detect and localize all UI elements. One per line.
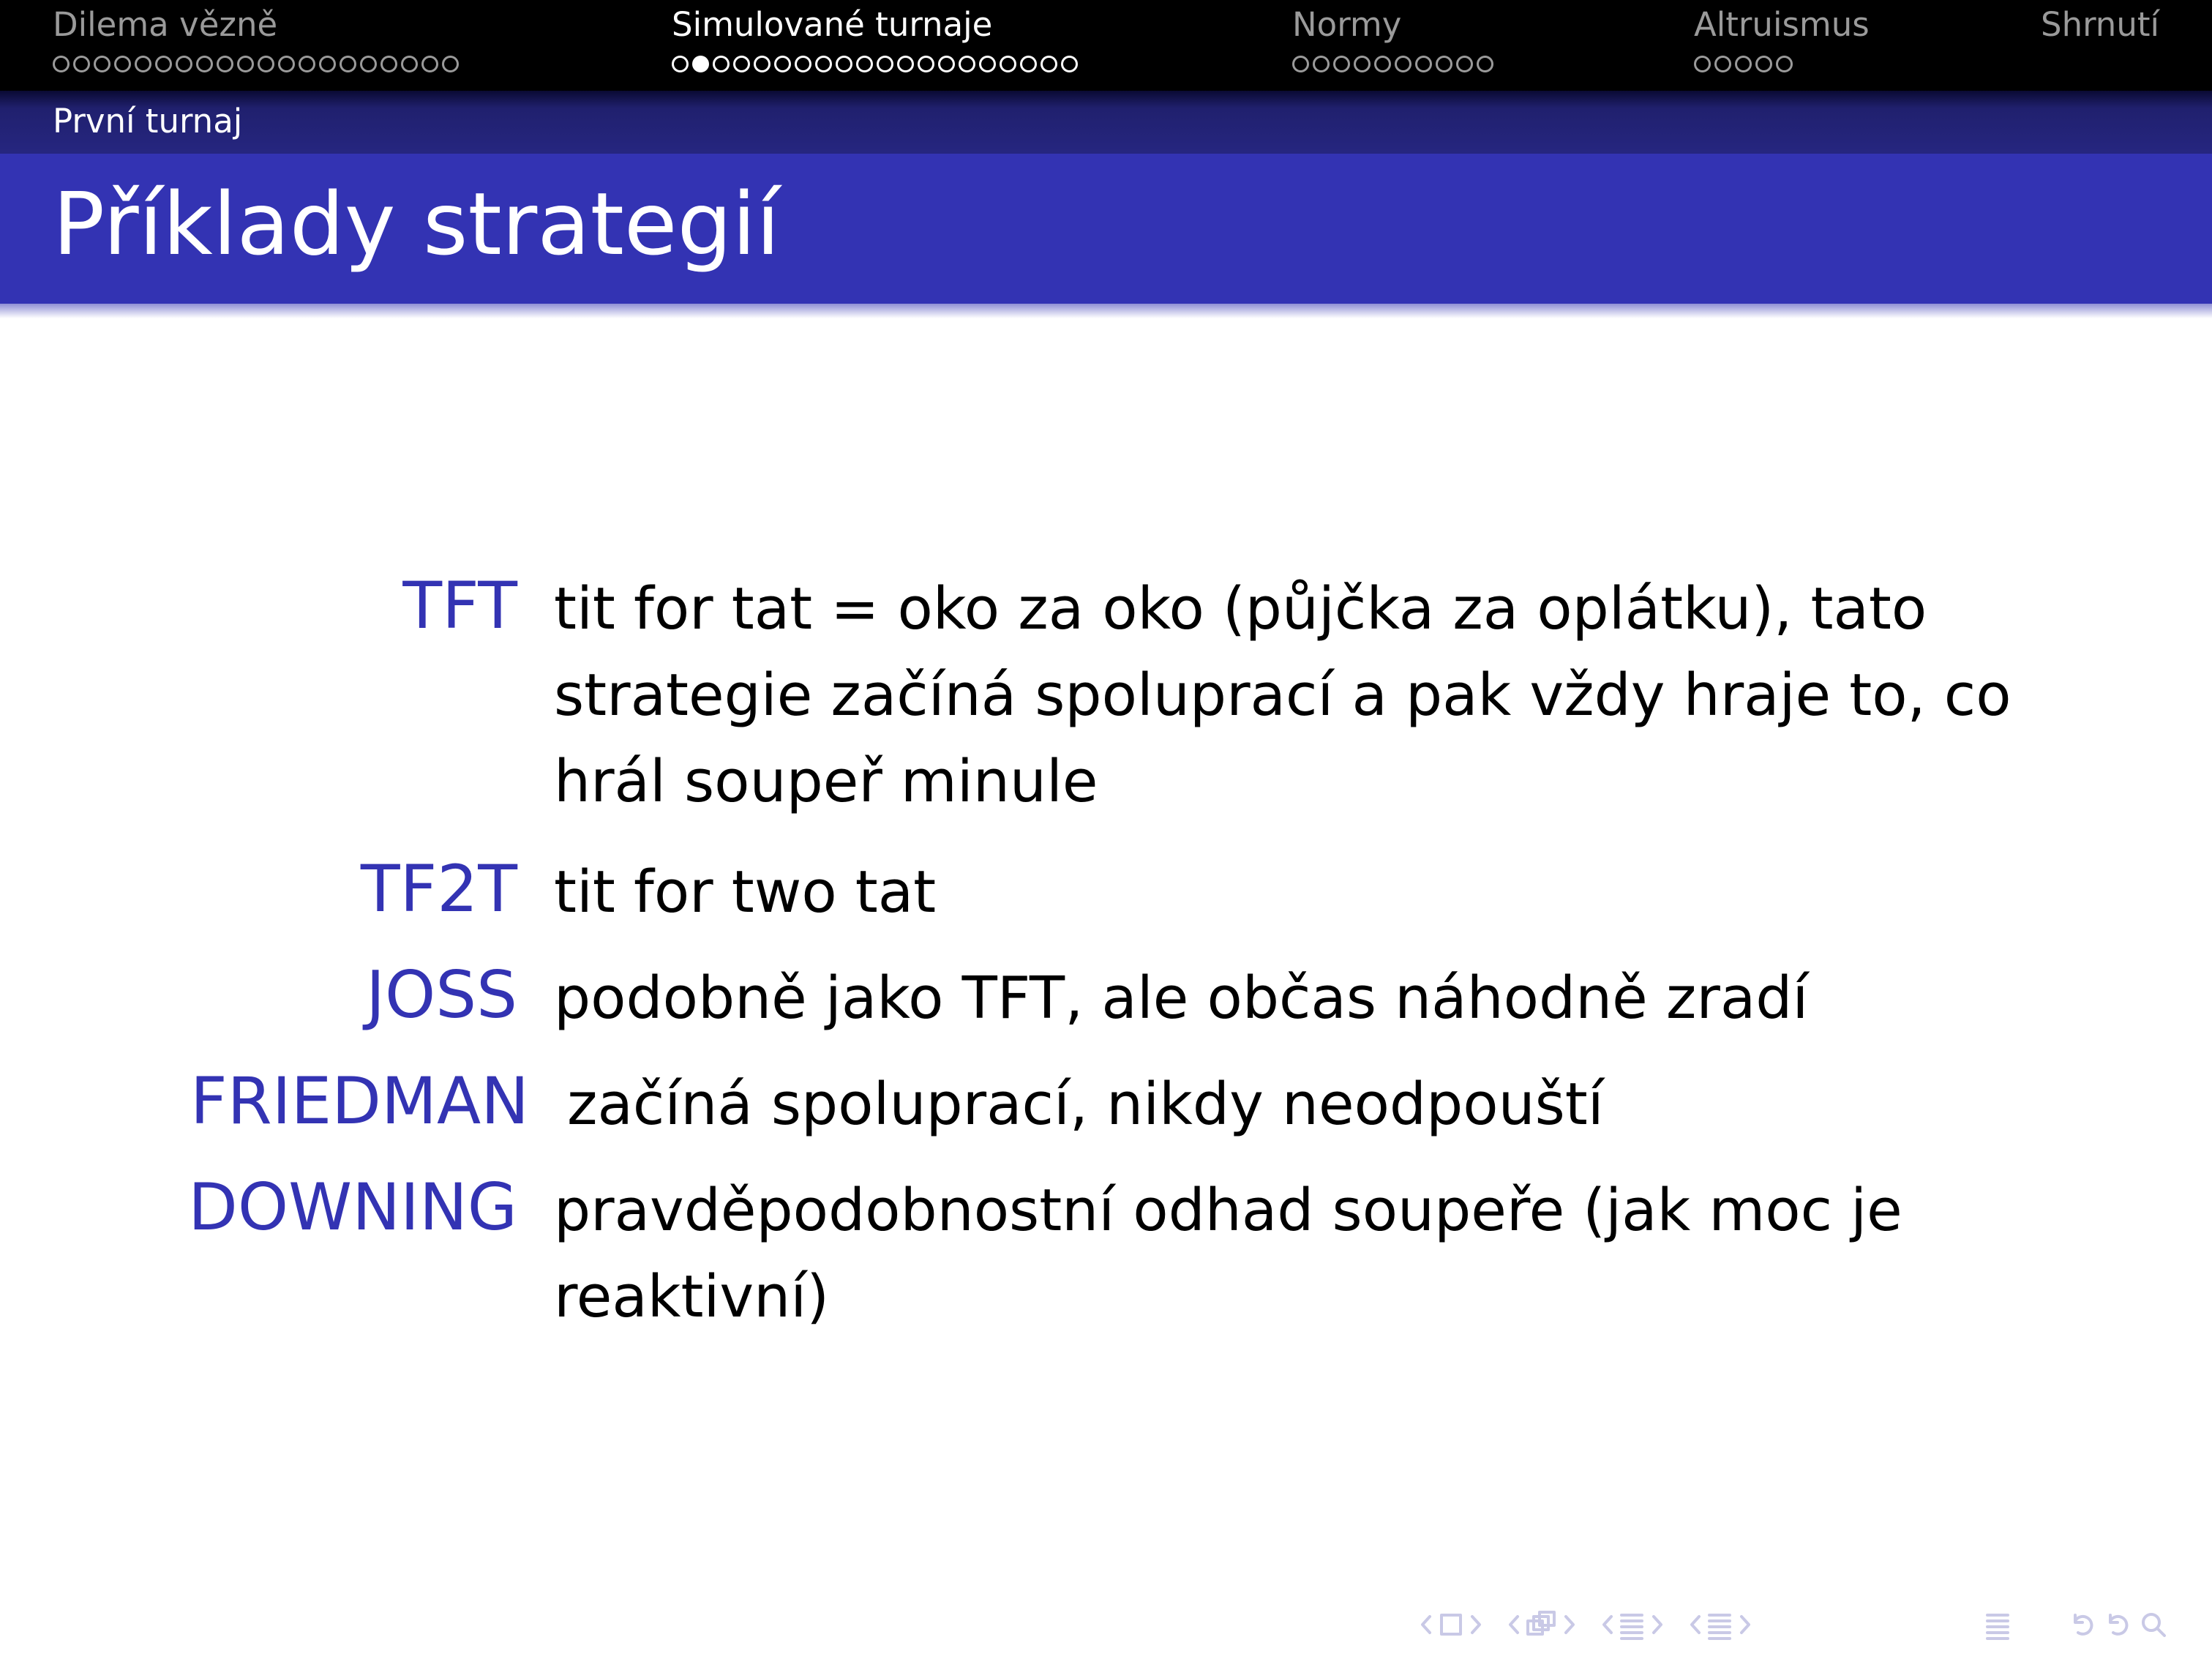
strategy-desc-line: strategie začíná spoluprací a pak vždy hraje to, co	[554, 662, 2012, 729]
back-icon[interactable]	[2110, 1615, 2126, 1634]
nav-section-title[interactable]: Shrnutí	[2041, 5, 2159, 44]
nav-section-title[interactable]: Altruismus	[1694, 5, 1870, 44]
strategy-desc-line: pravděpodobnostní odhad soupeře (jak moc je	[554, 1177, 1902, 1244]
arrow-right-icon	[1472, 1617, 1480, 1633]
arrow-right-icon	[1654, 1617, 1661, 1633]
strategy-term-friedman: FRIEDMAN	[190, 1063, 529, 1139]
prev-frame-button[interactable]	[1422, 1617, 1430, 1633]
document-section-icon[interactable]	[1709, 1615, 1730, 1639]
arrow-right-icon	[1566, 1617, 1573, 1633]
strategy-term-downing: DOWNING	[188, 1169, 517, 1245]
nav-section-title[interactable]: Simulované turnaje	[672, 5, 993, 44]
strategy-term-tft: TFT	[402, 568, 517, 643]
next-frame-button[interactable]	[1472, 1617, 1480, 1633]
section-icon[interactable]	[1621, 1615, 1642, 1639]
prev-section-button[interactable]	[1604, 1617, 1611, 1633]
frame-icon[interactable]	[1441, 1615, 1461, 1634]
prev-document-button[interactable]	[1692, 1617, 1699, 1633]
subsection-icon[interactable]	[1528, 1612, 1554, 1634]
subsection-title: První turnaj	[53, 102, 243, 141]
arrow-right-icon	[1742, 1617, 1749, 1633]
next-subsection-button[interactable]	[1566, 1617, 1573, 1633]
strategy-term-tf2t: TF2T	[360, 851, 517, 926]
page-title: Příklady strategií	[53, 173, 780, 274]
arrow-left-icon	[1692, 1617, 1699, 1633]
nav-section-title[interactable]: Dilema vězně	[53, 5, 278, 44]
prev-subsection-button[interactable]	[1510, 1617, 1518, 1633]
strategy-desc-line: tit for tat = oko za oko (půjčka za oplátku), tato	[554, 575, 1927, 643]
nav-section-title[interactable]: Normy	[1292, 5, 1402, 44]
next-document-button[interactable]	[1742, 1617, 1749, 1633]
strategy-desc-line: podobně jako TFT, ale občas náhodně zradí	[554, 965, 1809, 1032]
undo-icon[interactable]	[2075, 1615, 2091, 1634]
search-icon[interactable]	[2143, 1614, 2164, 1636]
strategy-desc-line: hrál soupeř minule	[554, 748, 1098, 815]
arrow-left-icon	[1422, 1617, 1430, 1633]
strategy-desc-line: tit for two tat	[554, 858, 937, 926]
arrow-left-icon	[1510, 1617, 1518, 1633]
beamer-navigation-symbols	[1420, 1606, 2195, 1643]
next-section-button[interactable]	[1654, 1617, 1661, 1633]
align-icon[interactable]	[1987, 1615, 2008, 1639]
strategy-desc-line: začíná spoluprací, nikdy neodpouští	[567, 1071, 1604, 1138]
strategy-desc-line: reaktivní)	[554, 1263, 830, 1330]
strategy-term-joss: JOSS	[366, 957, 517, 1033]
arrow-left-icon	[1604, 1617, 1611, 1633]
